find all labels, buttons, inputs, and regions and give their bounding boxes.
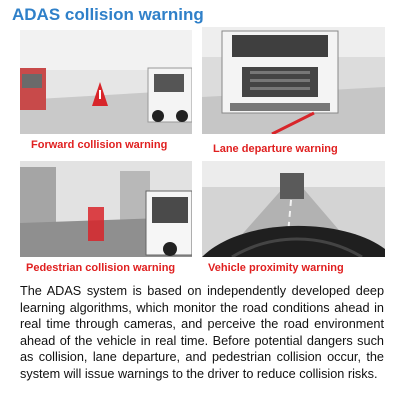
forward-collision-image: [20, 30, 192, 134]
description-paragraph: The ADAS system is based on independently developed deep learning algorithms, which monitor the road conditions ahead in real time through cameras, and perceive the road environment ahead of the vehicle in real time. Before potential dangers such as collision, lane departure, and pedestrian collision occur, the system will issue warnings to the driver to reduce collision risks.: [20, 284, 384, 381]
vehicle-proximity-image: [202, 161, 385, 257]
page-title: ADAS collision warning: [12, 5, 204, 24]
forward-collision-caption: Forward collision warning: [31, 139, 168, 151]
pedestrian-collision-caption: Pedestrian collision warning: [26, 262, 176, 274]
pedestrian-highlight-icon: [88, 207, 104, 241]
lane-departure-image: [202, 27, 385, 134]
pedestrian-collision-image: [20, 161, 192, 257]
lane-departure-caption: Lane departure warning: [213, 143, 338, 155]
vehicle-proximity-caption: Vehicle proximity warning: [208, 262, 344, 274]
